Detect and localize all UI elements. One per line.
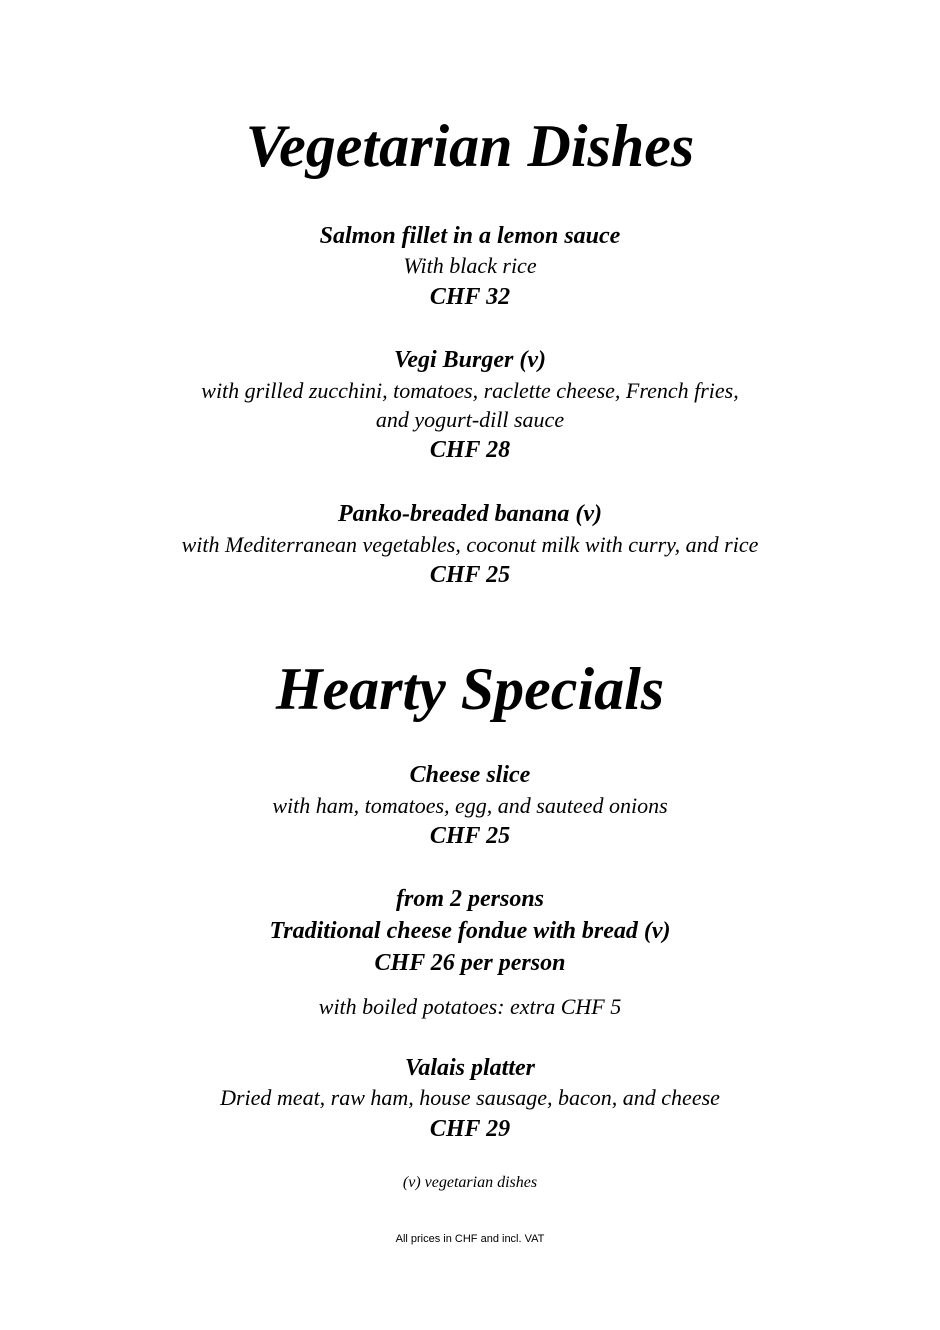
- dish-description-vegi-burger-line-2: and yogurt-dill sauce: [375, 407, 565, 432]
- dish-name-salmon: Salmon fillet in a lemon sauce: [319, 223, 621, 249]
- dish-description-vegi-burger-line-1: with grilled zucchini, tomatoes, raclette cheese, French fries,: [201, 378, 739, 403]
- dish-name-vegi-burger: Vegi Burger (v): [394, 347, 546, 373]
- dish-name-cheese-fondue: Traditional cheese fondue with bread (v): [269, 918, 671, 944]
- dish-price-cheese-slice: CHF 25: [429, 823, 511, 849]
- dish-extra-boiled-potatoes: with boiled potatoes: extra CHF 5: [318, 994, 622, 1019]
- dish-name-valais-platter: Valais platter: [404, 1055, 536, 1081]
- dish-name-cheese-slice: Cheese slice: [409, 762, 531, 788]
- vegetarian-legend: (v) vegetarian dishes: [402, 1174, 538, 1191]
- dish-price-vegi-burger: CHF 28: [429, 437, 511, 463]
- dish-description-salmon: With black rice: [403, 253, 537, 278]
- section-title-hearty-specials: Hearty Specials: [275, 656, 665, 722]
- dish-price-panko-banana: CHF 25: [429, 562, 511, 588]
- dish-description-cheese-slice: with ham, tomatoes, egg, and sauteed onions: [272, 793, 668, 818]
- section-title-vegetarian-dishes: Vegetarian Dishes: [245, 113, 695, 179]
- dish-description-panko-banana: with Mediterranean vegetables, coconut milk with curry, and rice: [181, 532, 759, 557]
- dish-name-panko-banana: Panko-breaded banana (v): [338, 501, 602, 527]
- dish-price-salmon: CHF 32: [429, 284, 511, 310]
- dish-note-from-2-persons: from 2 persons: [395, 886, 545, 912]
- dish-price-cheese-fondue: CHF 26 per person: [374, 950, 566, 976]
- dish-description-valais-platter: Dried meat, raw ham, house sausage, bacon, and cheese: [220, 1085, 720, 1110]
- dish-price-valais-platter: CHF 29: [429, 1116, 511, 1142]
- price-footer-note: All prices in CHF and incl. VAT: [395, 1233, 545, 1245]
